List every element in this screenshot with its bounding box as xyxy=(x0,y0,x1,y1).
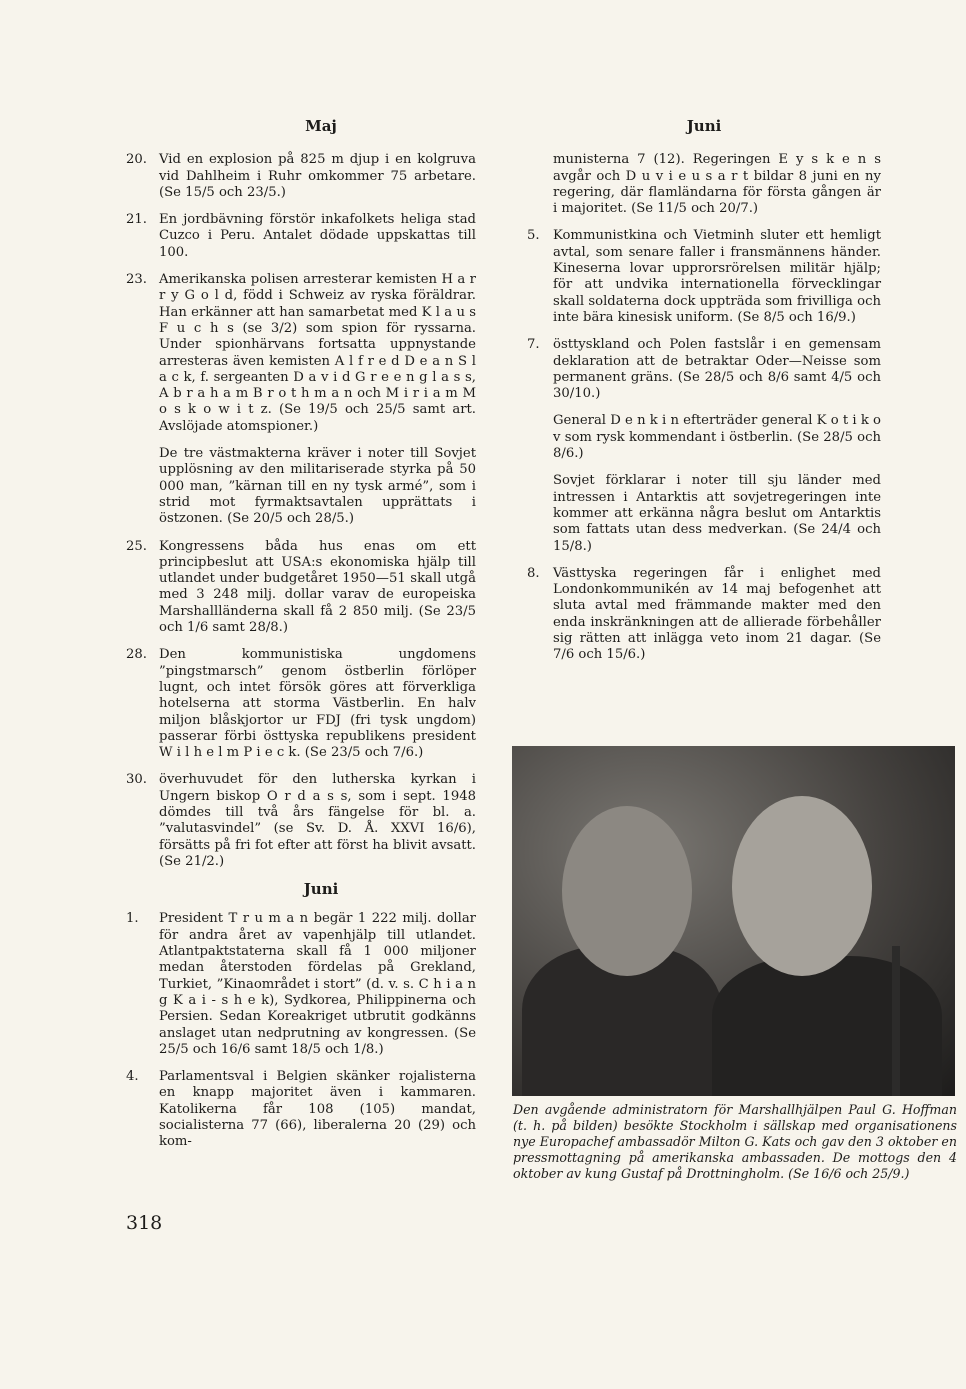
section-heading-maj: Maj xyxy=(305,117,337,135)
entry-text: En jordbävning förstör inkafolkets heliga stad Cuzco i Peru. Antalet dödade uppskattas till 100. xyxy=(159,212,476,260)
paragraph-vastmakterna: De tre västmakterna kräver i noter till Sovjet upplösning av den militariserade styrka på 50 000 man, ”kärnan till en ny tysk armé”, som i strid mot fyrmaktsavtalen upprättats i östzonen. (Se 20/5 och 28/5.) xyxy=(159,446,476,527)
entry-number: 21. xyxy=(126,212,147,228)
entry-text: Västtyska regeringen får i enlighet med Londonkommunikén av 14 maj befogenhet att sluta avtal med främmande makter med den enda inskränkningen att de allierade förbehåller sig rätten att inlägga veto inom 21 dagar. (Se 7/6 och 15/6.) xyxy=(553,565,881,663)
photo-figure-left-head xyxy=(562,806,692,976)
entry-21 xyxy=(126,212,476,261)
entry-text: Vid en explosion på 825 m djup i en kolgruva vid Dahlheim i Ruhr omkommer 75 arbetare. (Se 15/5 och 23/5.) xyxy=(159,152,476,200)
entry-number: 1. xyxy=(126,911,139,927)
entry-text: Den kommunistiska ungdomens ”pingstmarsch” genom östberlin förlöper lugnt, och intet försök göres att förverkliga hotelserna att storma Västberlin. En halv miljon blåskjortor ur FDJ (fri tysk ungdom) passerar förbi östtyska republikens president W i l h e l m P i e c k. (Se 23/5 och 7/6.) xyxy=(159,647,476,761)
entry-text: överhuvudet för den lutherska kyrkan i Ungern biskop O r d a s s, som i sept. 1948 dömdes till två års fängelse för bl. a. ”valutasvindel” (se Sv. D. Å. XXVI 16/6), försätts på fri fot efter att först ha blivit avsatt. (Se 21/2.) xyxy=(159,772,476,869)
entry-28 xyxy=(126,647,476,761)
page-number: 318 xyxy=(126,1212,163,1234)
entry-number: 5. xyxy=(527,228,540,244)
entry-number: 23. xyxy=(126,272,147,288)
entry-text: östtyskland och Polen fastslår i en gemensam deklaration att de betraktar Oder—Neisse som permanent gräns. (Se 28/5 och 8/6 samt 4/5 och 30/10.) xyxy=(553,337,881,402)
entry-number: 4. xyxy=(126,1069,139,1085)
continuation-paragraph: munisterna 7 (12). Regeringen E y s k e n s avgår och D u v i e u s a r t bildar 8 juni en ny regering, där flamländarna för första gången är i majoritet. (Se 11/5 och 20/7.) xyxy=(553,152,881,217)
microphone-stand xyxy=(892,946,900,1096)
left-column xyxy=(126,118,476,1162)
photo-caption: Den avgående administratorn för Marshallhjälpen Paul G. Hoffman (t. h. på bilden) besökte Stockholm i sällskap med organisationens nye Europachef ambassadör Milton G. Kats och gav den 3 oktober en pressmottagning på amerikanska ambassaden. De mottogs den 4 oktober av kung Gustaf på Drottningholm. (Se 16/6 och 25/9.) xyxy=(513,1102,957,1182)
entry-text: President T r u m a n begär 1 222 milj. dollar för andra året av vapenhjälp till utlandet. Atlantpaktstaterna skall få 1 000 miljoner medan återstoden fördelas på Grekland, Turkiet, ”Kinaområdet i stort” (d. v. s. C h i a n g K a i - s h e k), Sydkorea, Philippinerna och Persien. Sedan Koreakriget utbrutit godkänns anslaget utan nedprutning av kongressen. (Se 25/5 och 16/6 samt 18/5 och 1/8.) xyxy=(159,911,476,1057)
paragraph-antarktis: Sovjet förklarar i noter till sju länder med intressen i Antarktis att sovjetregeringen inte kommer att erkänna några beslut om Antarktis som fattats utan dess medverkan. (Se 24/4 och 15/8.) xyxy=(553,473,881,554)
photo-figure-right-head xyxy=(732,796,872,976)
entry-23 xyxy=(126,272,476,435)
entry-number: 7. xyxy=(527,337,540,353)
section-heading-juni: Juni xyxy=(303,880,339,899)
entry-30 xyxy=(126,772,476,870)
entry-text: Kommunistkina och Vietminh sluter ett hemligt avtal, som senare faller i fransmännens händer. Kineserna lovar upprorsrörelsen militär hjälp; för att undvika internationella förvecklingar skall soldaterna dock uppträda som frivilliga och inte bära kinesisk uniform. (Se 8/5 och 16/9.) xyxy=(553,228,881,325)
entry-number: 28. xyxy=(126,647,147,663)
press-photo xyxy=(512,746,955,1096)
entry-text: Kongressens båda hus enas om ett principbeslut att USA:s ekonomiska hjälp till utlandet under budgetåret 1950—51 skall utgå med 3 248 milj. dollar varav de europeiska Marshallländerna skall få 2 850 milj. (Se 23/5 och 1/6 samt 28/8.) xyxy=(159,538,476,636)
entry-text: Parlamentsval i Belgien skänker rojalisterna en knapp majoritet även i kammaren. Katolikerna får 108 (105) mandat, socialisterna 77 (66), liberalerna 20 (29) och kom- xyxy=(159,1069,476,1150)
entry-20 xyxy=(126,152,476,201)
photo-figure-right-body xyxy=(712,956,942,1096)
entry-4 xyxy=(126,1069,476,1150)
entry-number: 30. xyxy=(126,772,147,788)
section-heading-juni-right: Juni xyxy=(686,117,722,135)
entry-number: 8. xyxy=(527,565,540,581)
right-column xyxy=(527,118,881,675)
entry-7 xyxy=(527,337,881,402)
entry-number: 20. xyxy=(126,152,147,168)
entry-5 xyxy=(527,228,881,326)
entry-text: Amerikanska polisen arresterar kemisten H a r r y G o l d, född i Schweiz av ryska föräldrar. Han erkänner att han samarbetat med K l a u s F u c h s (se 3/2) som spion för ryssarna. Under spionhärvans fortsatta uppnystande arresteras även kemisten A l f r e d D e a n S l a c k, f. sergeanten D a v i d G r e e n g l a s s, A b r a h a m B r o t h m a n och M i r i a m M o s k o w i t z. (Se 19/5 och 25/5 samt art. Avslöjade atomspioner.) xyxy=(159,272,476,434)
entry-25 xyxy=(126,539,476,637)
entry-1 xyxy=(126,911,476,1058)
entry-8 xyxy=(527,566,881,664)
paragraph-denkin: General D e n k i n efterträder general K o t i k o v som rysk kommendant i östberlin. (Se 28/5 och 8/6.) xyxy=(553,413,881,462)
entry-number: 25. xyxy=(126,538,147,554)
